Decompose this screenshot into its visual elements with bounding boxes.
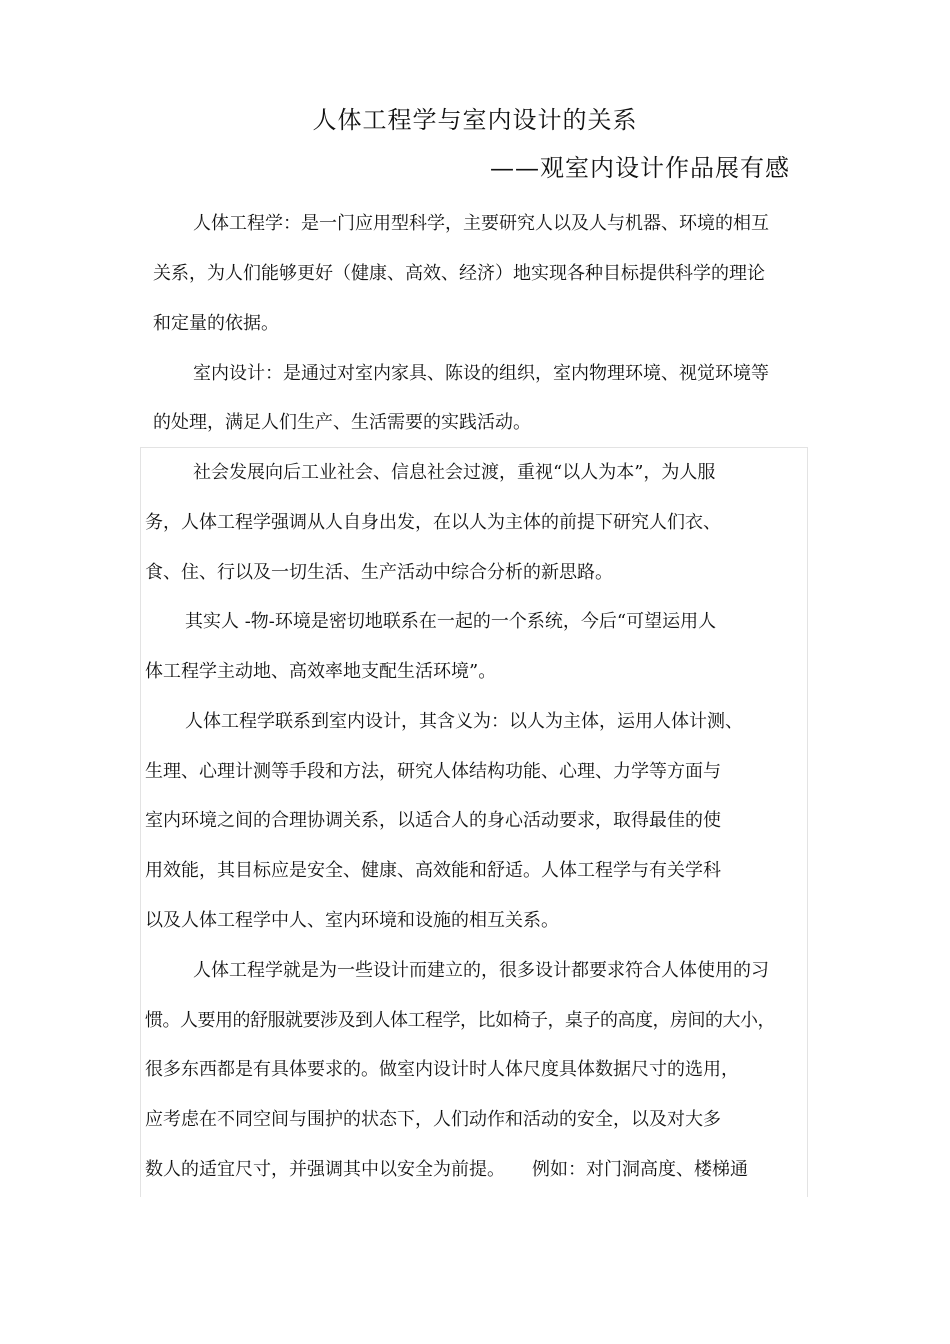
- paragraph-line: 务，人体工程学强调从人自身出发，在以人为主体的前提下研究人们衣、: [145, 512, 721, 533]
- document-subtitle: ——观室内设计作品展有感: [490, 154, 790, 182]
- paragraph-line: 人体工程学联系到室内设计，其含义为：以人为主体，运用人体计测、: [185, 711, 743, 732]
- paragraph-line: 体工程学主动地、高效率地支配生活环境”。: [145, 661, 497, 682]
- paragraph-line: 室内设计：是通过对室内家具、陈设的组织，室内物理环境、视觉环境等: [193, 363, 769, 384]
- document-title: 人体工程学与室内设计的关系: [312, 106, 638, 134]
- paragraph-line: 室内环境之间的合理协调关系，以适合人的身心活动要求，取得最佳的使: [145, 810, 721, 831]
- paragraph-line: 以及人体工程学中人、室内环境和设施的相互关系。: [145, 910, 559, 931]
- paragraph-line: 人体工程学就是为一些设计而建立的，很多设计都要求符合人体使用的习: [193, 960, 769, 981]
- paragraph-line: 应考虑在不同空间与围护的状态下，人们动作和活动的安全，以及对大多: [145, 1109, 721, 1130]
- paragraph-line: 用效能，其目标应是安全、健康、高效能和舒适。人体工程学与有关学科: [145, 860, 721, 881]
- paragraph-line: 关系，为人们能够更好（健康、高效、经济）地实现各种目标提供科学的理论: [153, 263, 765, 284]
- paragraph-line: 数人的适宜尺寸，并强调其中以安全为前提。 例如：对门洞高度、楼梯通: [145, 1159, 748, 1180]
- paragraph-line: 很多东西都是有具体要求的。做室内设计时人体尺度具体数据尺寸的选用，: [145, 1059, 739, 1080]
- paragraph-line: 惯。人要用的舒服就要涉及到人体工程学，比如椅子，桌子的高度，房间的大小，: [145, 1010, 775, 1031]
- paragraph-line: 的处理，满足人们生产、生活需要的实践活动。: [153, 412, 531, 433]
- paragraph-line: 和定量的依据。: [153, 313, 279, 334]
- paragraph-line: 其实人 -物-环境是密切地联系在一起的一个系统，今后“可望运用人: [185, 611, 717, 632]
- paragraph-line: 人体工程学：是一门应用型科学，主要研究人以及人与机器、环境的相互: [193, 213, 769, 234]
- paragraph-line: 食、住、行以及一切生活、生产活动中综合分析的新思路。: [145, 562, 613, 583]
- paragraph-line: 社会发展向后工业社会、信息社会过渡，重视“以人为本”，为人服: [193, 462, 716, 483]
- paragraph-line: 生理、心理计测等手段和方法，研究人体结构功能、心理、力学等方面与: [145, 761, 721, 782]
